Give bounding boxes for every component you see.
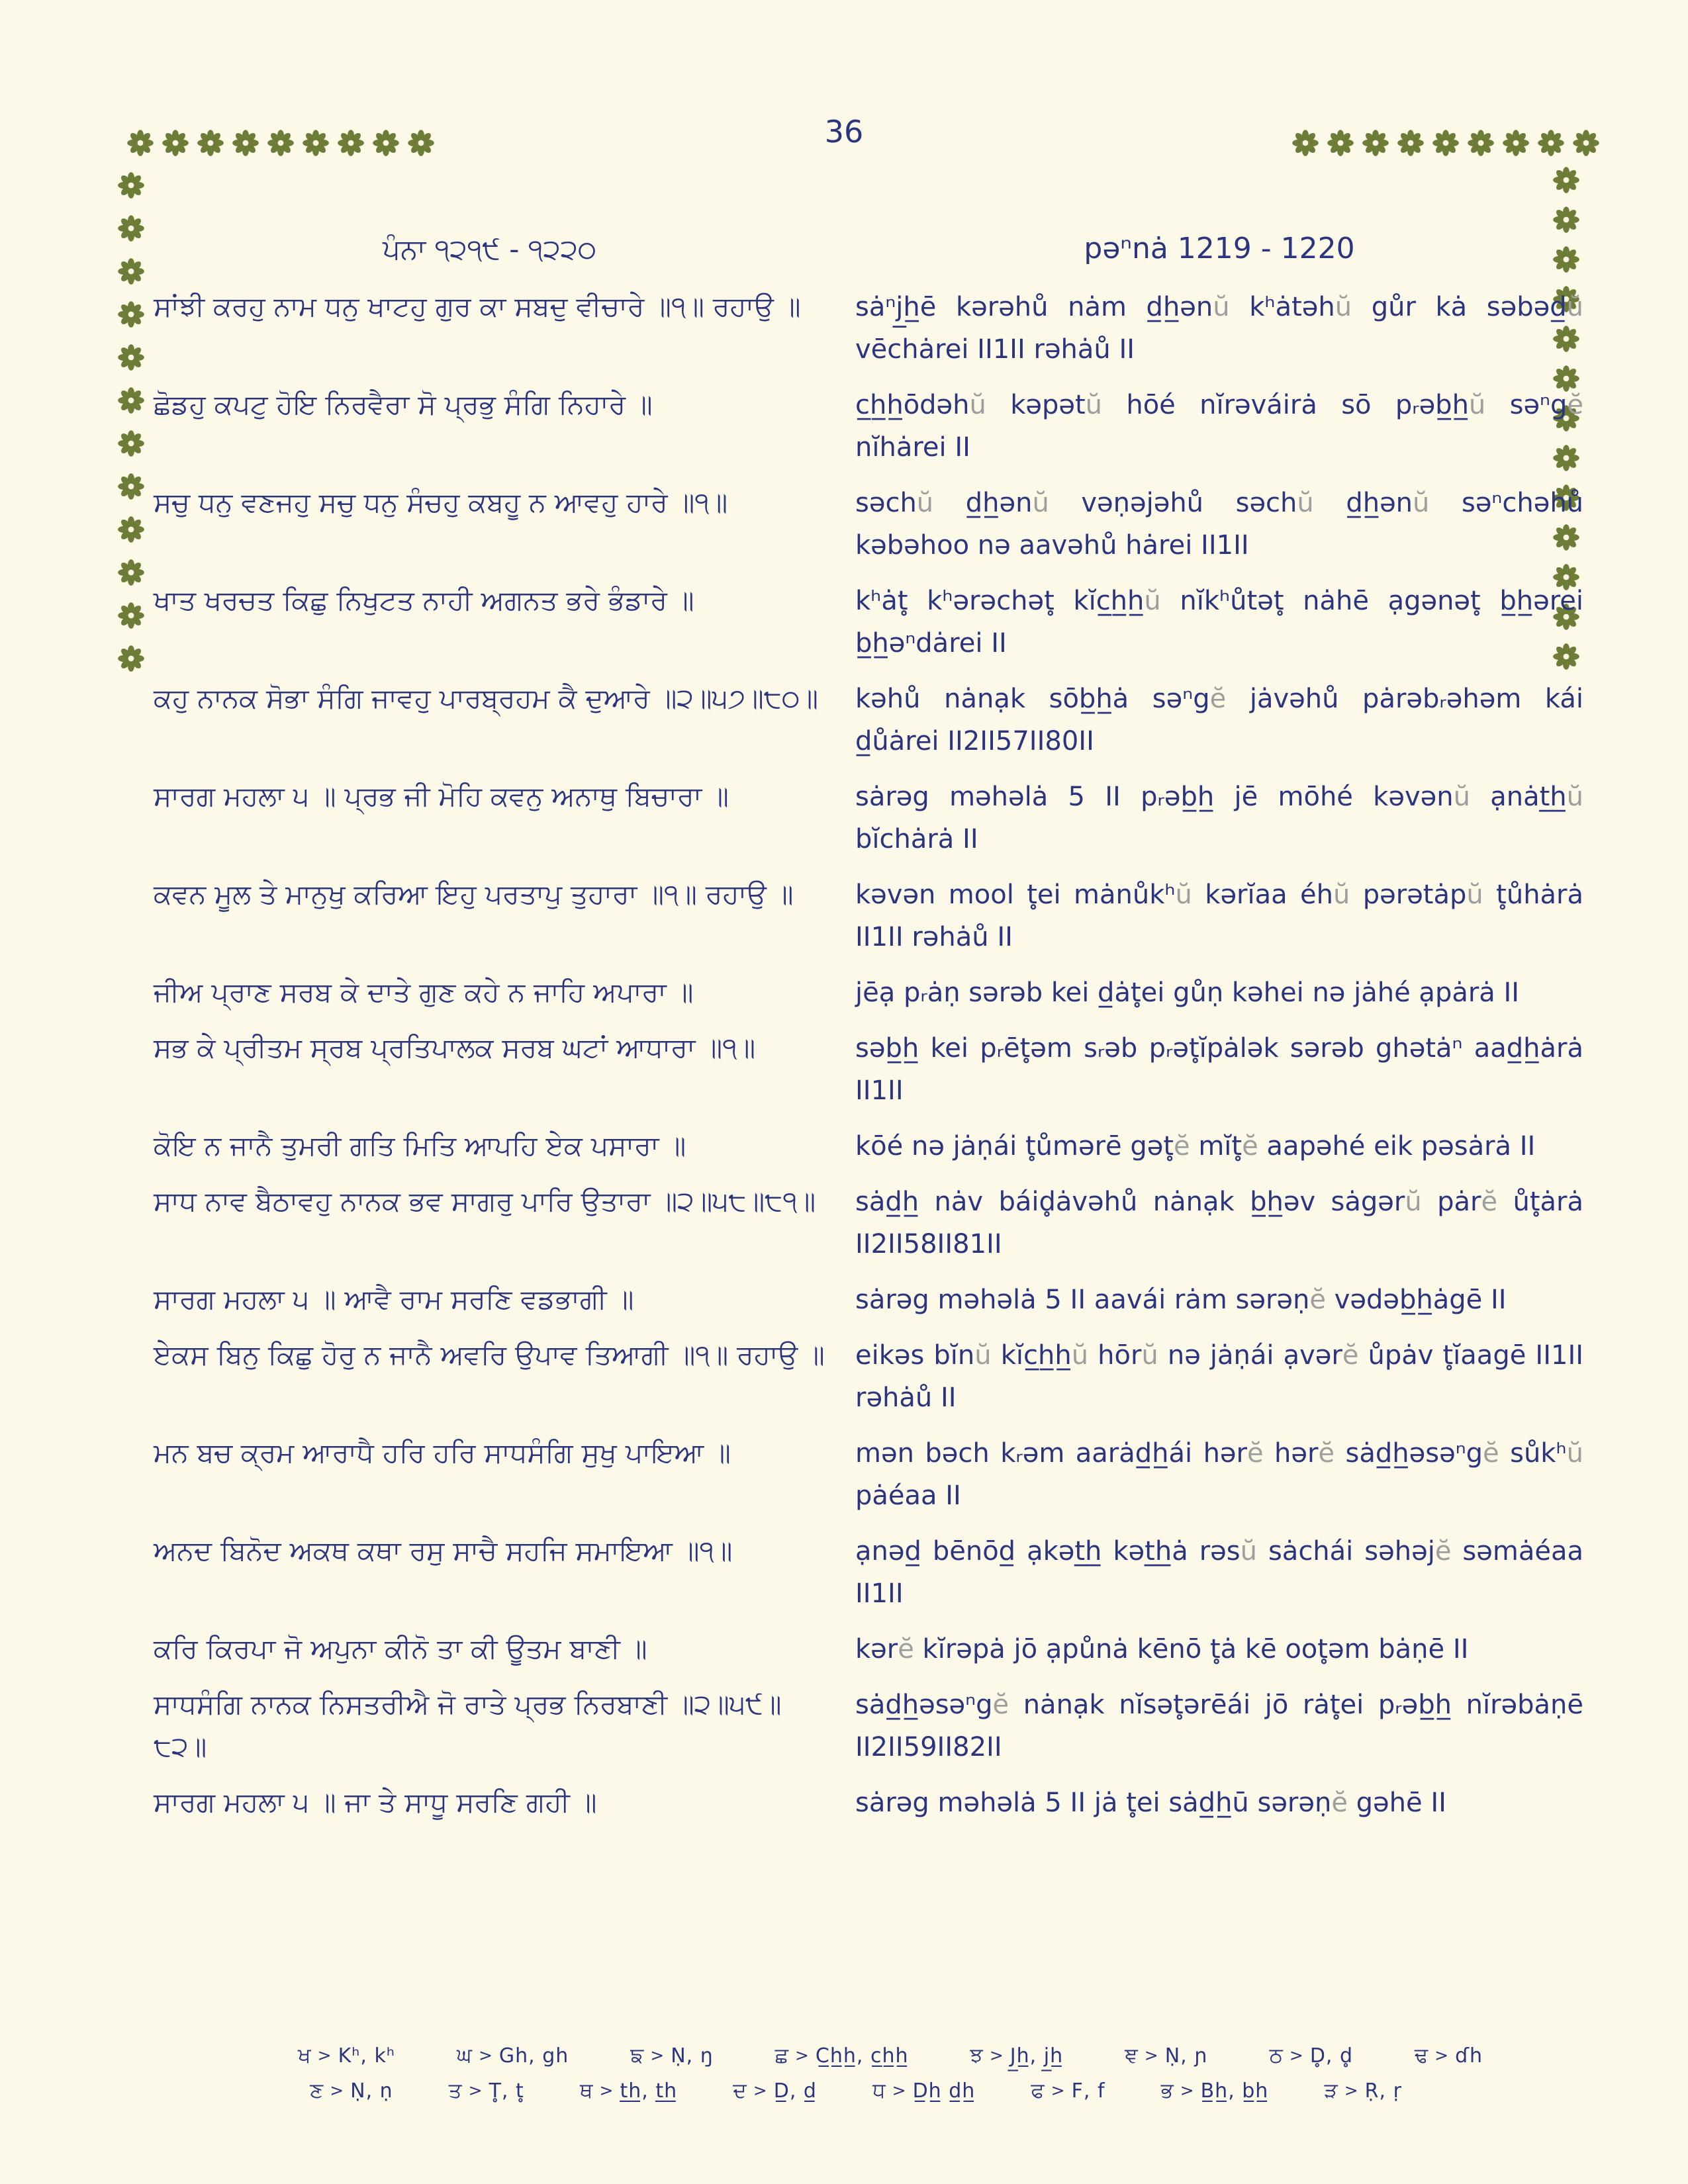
flower-icon <box>117 386 146 415</box>
verse-row <box>154 776 1583 860</box>
legend-item <box>457 2044 569 2068</box>
legend-roman-mapping: F, f <box>1071 2079 1105 2103</box>
verse-row <box>154 1181 1583 1265</box>
gurmukhi-line: ਜੀਅ ਪ੍ਰਾਣ ਸਰਬ ਕੇ ਦਾਤੇ ਗੁਣ ਕਹੇ ਨ ਜਾਹਿ ਅਪਾਰਾ ॥ <box>154 976 694 1008</box>
verse-row <box>154 1027 1583 1112</box>
roman-transliteration-line: kōé nə jȧṇái t̥ůmərē gət̥ĕ mĭt̥ĕ aapəhé eik pəsȧrȧ II <box>855 1131 1536 1161</box>
gurmukhi-line: ਸਾਧ ਨਾਵ ਬੈਠਾਵਹੁ ਨਾਨਕ ਭਵ ਸਾਗਰੁ ਪਾਰਿ ਉਤਾਰਾ ॥੨॥੫੮॥੮੧॥ <box>154 1185 816 1217</box>
roman-transliteration-line: kərĕ kĭrəpȧ jō ạpůnȧ kēnō t̥ȧ kē oot̥əm bȧṇē II <box>855 1634 1469 1664</box>
flower-icon <box>1466 128 1495 158</box>
greater-than-separator: > <box>753 2081 767 2100</box>
roman-page-range-heading: pəⁿnȧ 1219 - 1220 <box>1084 232 1355 265</box>
legend-item <box>1324 2079 1401 2103</box>
greater-than-separator: > <box>794 2046 809 2065</box>
gurmukhi-line: ਕਹੁ ਨਾਨਕ ਸੋਭਾ ਸੰਗਿ ਜਾਵਹੁ ਪਾਰਬ੍ਰਹਮ ਕੈ ਦੁਆਰੇ ॥੨॥੫੭॥੮੦॥ <box>154 682 819 714</box>
flower-icon <box>117 472 146 501</box>
legend-roman-mapping: t̲h̲, t̲h̲ <box>620 2079 678 2103</box>
gurmukhi-line: ਸਾਰਗ ਮਹਲਾ ੫ ॥ ਪ੍ਰਭ ਜੀ ਮੋਹਿ ਕਵਨੁ ਅਨਾਥੁ ਬਿਚਾਰਾ ॥ <box>154 780 729 812</box>
flower-icon <box>161 128 190 158</box>
legend-item <box>298 2044 395 2068</box>
roman-transliteration-line: ạnəd̲ bēnōd̲ ạkət̲h̲ kət̲h̲ȧ rəsŭ sȧchái səhəjĕ səmȧéaa II1II <box>855 1536 1583 1609</box>
page-number: 36 <box>824 114 864 150</box>
flower-icon <box>1501 128 1530 158</box>
roman-transliteration-line: eikəs bĭnŭ kĭc̲h̲h̲ŭ hōrŭ nə jȧṇái ạvərĕ ůpȧv t̥ĭaagē II1II rəhȧů II <box>855 1340 1584 1413</box>
legend-item <box>310 2079 393 2103</box>
legend-gurmukhi-char: ਖ <box>298 2044 311 2068</box>
flower-border-left-column <box>117 171 146 673</box>
legend-gurmukhi-char: ਢ <box>1414 2044 1429 2068</box>
legend-gurmukhi-char: ਝ <box>970 2044 983 2068</box>
flower-icon <box>301 128 330 158</box>
verse-row <box>154 1432 1583 1517</box>
legend-gurmukhi-char: ਦ <box>733 2079 747 2103</box>
gurmukhi-line: ਛੋਡਹੁ ਕਪਟੁ ਹੋਇ ਨਿਰਵੈਰਾ ਸੋ ਪ੍ਰਭੁ ਸੰਗਿ ਨਿਹਾਰੇ ॥ <box>154 388 653 420</box>
legend-roman-mapping: ɗh <box>1455 2044 1483 2068</box>
flower-icon <box>266 128 295 158</box>
flower-icon <box>117 601 146 630</box>
legend-row <box>310 2079 1402 2103</box>
legend-gurmukhi-char: ਭ <box>1160 2079 1174 2103</box>
verse-row <box>154 1334 1583 1419</box>
verse-row <box>154 1684 1583 1768</box>
legend-roman-mapping: Kʰ, kʰ <box>338 2044 395 2068</box>
roman-transliteration-line: sȧrəg məhəlȧ 5 II aavái rȧm sərəṇĕ vədəb̲h̲ȧgē II <box>855 1285 1507 1315</box>
legend-item <box>775 2044 909 2068</box>
legend-gurmukhi-char: ਥ <box>579 2079 593 2103</box>
greater-than-separator: > <box>1144 2046 1158 2065</box>
gurmukhi-line: ਕਰਿ ਕਿਰਪਾ ਜੋ ਅਪੁਨਾ ਕੀਨੋ ਤਾ ਕੀ ਊਤਮ ਬਾਣੀ ॥ <box>154 1633 647 1664</box>
gurmukhi-line: ਸਾਰਗ ਮਹਲਾ ੫ ॥ ਆਵੈ ਰਾਮ ਸਰਣਿ ਵਡਭਾਗੀ ॥ <box>154 1283 634 1315</box>
gurmukhi-line: ਸਾਧਸੰਗਿ ਨਾਨਕ ਨਿਸਤਰੀਐ ਜੋ ਰਾਤੇ ਪ੍ਰਭ ਨਿਰਬਾਣੀ ॥੨॥੫੯॥੮੨॥ <box>154 1688 782 1762</box>
verse-row <box>154 1125 1583 1167</box>
verse-table <box>154 286 1583 1837</box>
flower-icon <box>196 128 225 158</box>
verse-row <box>154 1279 1583 1321</box>
roman-transliteration-line: kʰȧt̥ kʰərəchət̥ kĭc̲h̲h̲ŭ nĭkʰůtət̥ nȧhē ạgənət̥ b̲h̲ərei b̲h̲əⁿdȧrei II <box>855 586 1583 659</box>
greater-than-separator: > <box>317 2046 332 2065</box>
flower-icon <box>1571 128 1601 158</box>
legend-row <box>298 2044 1483 2068</box>
greater-than-separator: > <box>1289 2046 1303 2065</box>
roman-transliteration-line: c̲h̲h̲ōdəhŭ kəpətŭ hōé nĭrəváirȧ sō pᵣəb̲h̲ŭ səⁿgĕ nĭhȧrei II <box>855 390 1583 463</box>
legend-roman-mapping: B̲h̲, b̲h̲ <box>1200 2079 1269 2103</box>
greater-than-separator: > <box>330 2081 344 2100</box>
verse-row <box>154 874 1583 958</box>
roman-transliteration-line: kəhů nȧnạk sōb̲h̲ȧ səⁿgĕ jȧvəhů pȧrəbᵣəhəm kái d̲ůȧrei II2II57II80II <box>855 684 1584 756</box>
legend-gurmukhi-char: ਞ <box>1124 2044 1138 2068</box>
flower-icon <box>1552 205 1581 234</box>
verse-row <box>154 1782 1583 1824</box>
legend-item <box>1415 2044 1483 2068</box>
flower-icon <box>1361 128 1390 158</box>
greater-than-separator: > <box>1344 2081 1358 2100</box>
greater-than-separator: > <box>650 2046 665 2065</box>
flower-icon <box>1326 128 1355 158</box>
legend-roman-mapping: D̲, d̲ <box>773 2079 817 2103</box>
legend-item <box>630 2044 714 2068</box>
legend-item <box>1161 2079 1269 2103</box>
greater-than-separator: > <box>1051 2081 1065 2100</box>
gurmukhi-line: ਖਾਤ ਖਰਚਤ ਕਿਛੁ ਨਿਖੁਟਤ ਨਾਹੀ ਅਗਨਤ ਭਰੇ ਭੰਡਾਰੇ ॥ <box>154 584 694 616</box>
verse-row <box>154 482 1583 567</box>
greater-than-separator: > <box>892 2081 906 2100</box>
flower-icon <box>117 214 146 243</box>
roman-transliteration-line: kəvən mool t̥ei mȧnůkʰŭ kərĭaa éhŭ pərətȧpŭ t̥ůhȧrȧ II1II rəhȧů II <box>855 880 1584 952</box>
legend-item <box>580 2079 677 2103</box>
flower-icon <box>117 257 146 286</box>
legend-roman-mapping: Ṇ, ɲ <box>1164 2044 1208 2068</box>
flower-icon <box>231 128 260 158</box>
flower-icon <box>1552 165 1581 195</box>
legend-item <box>1031 2079 1105 2103</box>
legend-gurmukhi-char: ਧ <box>872 2079 886 2103</box>
legend-gurmukhi-char: ਙ <box>630 2044 644 2068</box>
roman-transliteration-line: səchŭ d̲h̲ənŭ vəṇəjəhů səchŭ d̲h̲ənŭ səⁿchəhů kəbəhoo nə aavəhů hȧrei II1II <box>855 488 1584 561</box>
flower-icon <box>406 128 436 158</box>
greater-than-separator: > <box>468 2081 483 2100</box>
legend-item <box>872 2079 975 2103</box>
flower-icon <box>371 128 400 158</box>
roman-transliteration-line: mən bəch kᵣəm aarȧd̲h̲ái hərĕ hərĕ sȧd̲h̲əsəⁿgĕ sůkʰŭ pȧéaa II <box>855 1438 1583 1511</box>
roman-transliteration-line: sȧrəg məhəlȧ 5 II jȧ t̥ei sȧd̲h̲ū sərəṇĕ gəhē II <box>855 1788 1446 1818</box>
flower-icon <box>117 515 146 544</box>
legend-gurmukhi-char: ਣ <box>310 2079 324 2103</box>
roman-transliteration-line: sȧⁿj̲h̲ē kərəhů nȧm d̲h̲ənŭ kʰȧtəhŭ gůr kȧ səbəd̲ŭ vēchȧrei II1II rəhȧů II <box>855 292 1583 365</box>
roman-transliteration-line: sȧd̲h̲ nȧv báid̥ȧvəhů nȧnạk b̲h̲əv sȧgərŭ pȧrĕ ůt̥ȧrȧ II2II58II81II <box>855 1187 1583 1259</box>
roman-transliteration-line: sȧrəg məhəlȧ 5 II pᵣəb̲h̲ jē mōhé kəvənŭ ạnȧt̲h̲ŭ bĭchȧrȧ II <box>855 782 1584 854</box>
flower-icon <box>1291 128 1320 158</box>
flower-icon <box>1396 128 1425 158</box>
legend-roman-mapping: C̲h̲h̲, c̲h̲h̲ <box>815 2044 909 2068</box>
greater-than-separator: > <box>599 2081 614 2100</box>
flower-icon <box>117 343 146 372</box>
legend-gurmukhi-char: ਠ <box>1269 2044 1283 2068</box>
greater-than-separator: > <box>1434 2046 1449 2065</box>
flower-border-top-left <box>126 128 436 158</box>
flower-icon <box>117 558 146 587</box>
legend-item <box>1125 2044 1208 2068</box>
gurmukhi-line: ਸਾਰਗ ਮਹਲਾ ੫ ॥ ਜਾ ਤੇ ਸਾਧੂ ਸਰਣਿ ਗਹੀ ॥ <box>154 1786 597 1818</box>
flower-icon <box>117 429 146 458</box>
gurmukhi-line: ਸਭ ਕੇ ਪ੍ਰੀਤਮ ਸ੍ਰਬ ਪ੍ਰਤਿਪਾਲਕ ਸਰਬ ਘਟਾਂ ਆਧਾਰਾ ॥੧॥ <box>154 1032 756 1064</box>
legend-roman-mapping: Ṇ, ṇ <box>350 2079 393 2103</box>
gurmukhi-line: ਅਨਦ ਬਿਨੋਦ ਅਕਥ ਕਥਾ ਰਸੁ ਸਾਚੈ ਸਹਜਿ ਸਮਾਇਆ ॥੧॥ <box>154 1535 733 1567</box>
legend-roman-mapping: Ṛ, ṛ <box>1364 2079 1402 2103</box>
legend-roman-mapping: D̥, d̥ <box>1309 2044 1354 2068</box>
gurmukhi-page-range-heading: ਪੰਨਾ ੧੨੧੯ - ੧੨੨੦ <box>382 233 597 265</box>
verse-row <box>154 1530 1583 1615</box>
verse-row <box>154 580 1583 664</box>
legend-gurmukhi-char: ਛ <box>774 2044 788 2068</box>
legend-item <box>733 2079 817 2103</box>
verse-row <box>154 1628 1583 1670</box>
legend-item <box>970 2044 1063 2068</box>
flower-icon <box>336 128 365 158</box>
roman-transliteration-line: jēạ pᵣȧṇ sərəb kei d̲ȧt̥ei gůṇ kəhei nə jȧhé ạpȧrȧ II <box>855 978 1520 1008</box>
legend-gurmukhi-char: ੜ <box>1324 2079 1338 2103</box>
roman-transliteration-line: səb̲h̲ kei pᵣēt̥əm sᵣəb pᵣət̥ĭpȧlək sərəb ghətȧⁿ aad̲h̲ȧrȧ II1II <box>855 1033 1583 1106</box>
legend-roman-mapping: Ṇ, ŋ <box>671 2044 714 2068</box>
greater-than-separator: > <box>1180 2081 1194 2100</box>
roman-transliteration-line: sȧd̲h̲əsəⁿgĕ nȧnạk nĭsət̥ərēái jō rȧt̥ei pᵣəb̲h̲ nĭrəbȧṇē II2II59II82II <box>855 1690 1583 1762</box>
greater-than-separator: > <box>989 2046 1004 2065</box>
legend-gurmukhi-char: ਘ <box>456 2044 472 2068</box>
transliteration-legend <box>298 2044 1483 2114</box>
gurmukhi-line: ਮਨ ਬਚ ਕ੍ਰਮ ਆਰਾਧੈ ਹਰਿ ਹਰਿ ਸਾਧਸੰਗਿ ਸੁਖੁ ਪਾਇਆ ॥ <box>154 1437 731 1469</box>
legend-item <box>1269 2044 1353 2068</box>
gurmukhi-line: ਸਚੁ ਧਨੁ ਵਣਜਹੁ ਸਚੁ ਧਨੁ ਸੰਚਹੁ ਕਬਹੂ ਨ ਆਵਹੁ ਹਾਰੇ ॥੧॥ <box>154 486 728 518</box>
flower-border-top-right <box>1291 128 1601 158</box>
verse-row <box>154 286 1583 371</box>
legend-gurmukhi-char: ਤ <box>448 2079 462 2103</box>
flower-icon <box>117 300 146 329</box>
verse-row <box>154 384 1583 469</box>
verse-row <box>154 678 1583 762</box>
flower-icon <box>117 644 146 673</box>
legend-roman-mapping: T̥, t̥ <box>489 2079 524 2103</box>
flower-icon <box>126 128 155 158</box>
flower-icon <box>117 171 146 200</box>
gurmukhi-line: ਸਾਂਝੀ ਕਰਹੁ ਨਾਮ ਧਨੁ ਖਾਟਹੁ ਗੁਰ ਕਾ ਸਬਦੁ ਵੀਚਾਰੇ ॥੧॥ ਰਹਾਉ ॥ <box>154 291 801 322</box>
legend-item <box>449 2079 524 2103</box>
gurmukhi-line: ਕੋਇ ਨ ਜਾਨੈ ਤੁਮਰੀ ਗਤਿ ਮਿਤਿ ਆਪਹਿ ਏਕ ਪਸਾਰਾ ॥ <box>154 1130 686 1161</box>
legend-roman-mapping: Gh, gh <box>498 2044 569 2068</box>
legend-roman-mapping: J̲h̲, j̲h̲ <box>1009 2044 1064 2068</box>
gurmukhi-line: ਏਕਸ ਬਿਨੁ ਕਿਛੁ ਹੋਰੁ ਨ ਜਾਨੈ ਅਵਰਿ ਉਪਾਵ ਤਿਆਗੀ ॥੧॥ ਰਹਾਉ ॥ <box>154 1339 825 1371</box>
legend-roman-mapping: D̲h̲ d̲h̲ <box>912 2079 976 2103</box>
flower-icon <box>1431 128 1460 158</box>
flower-icon <box>1536 128 1566 158</box>
verse-row <box>154 972 1583 1014</box>
greater-than-separator: > <box>478 2046 492 2065</box>
legend-gurmukhi-char: ਫ <box>1031 2079 1045 2103</box>
gurmukhi-line: ਕਵਨ ਮੂਲ ਤੇ ਮਾਨੁਖੁ ਕਰਿਆ ਇਹੁ ਪਰਤਾਪੁ ਤੁਹਾਰਾ ॥੧॥ ਰਹਾਉ ॥ <box>154 878 794 910</box>
